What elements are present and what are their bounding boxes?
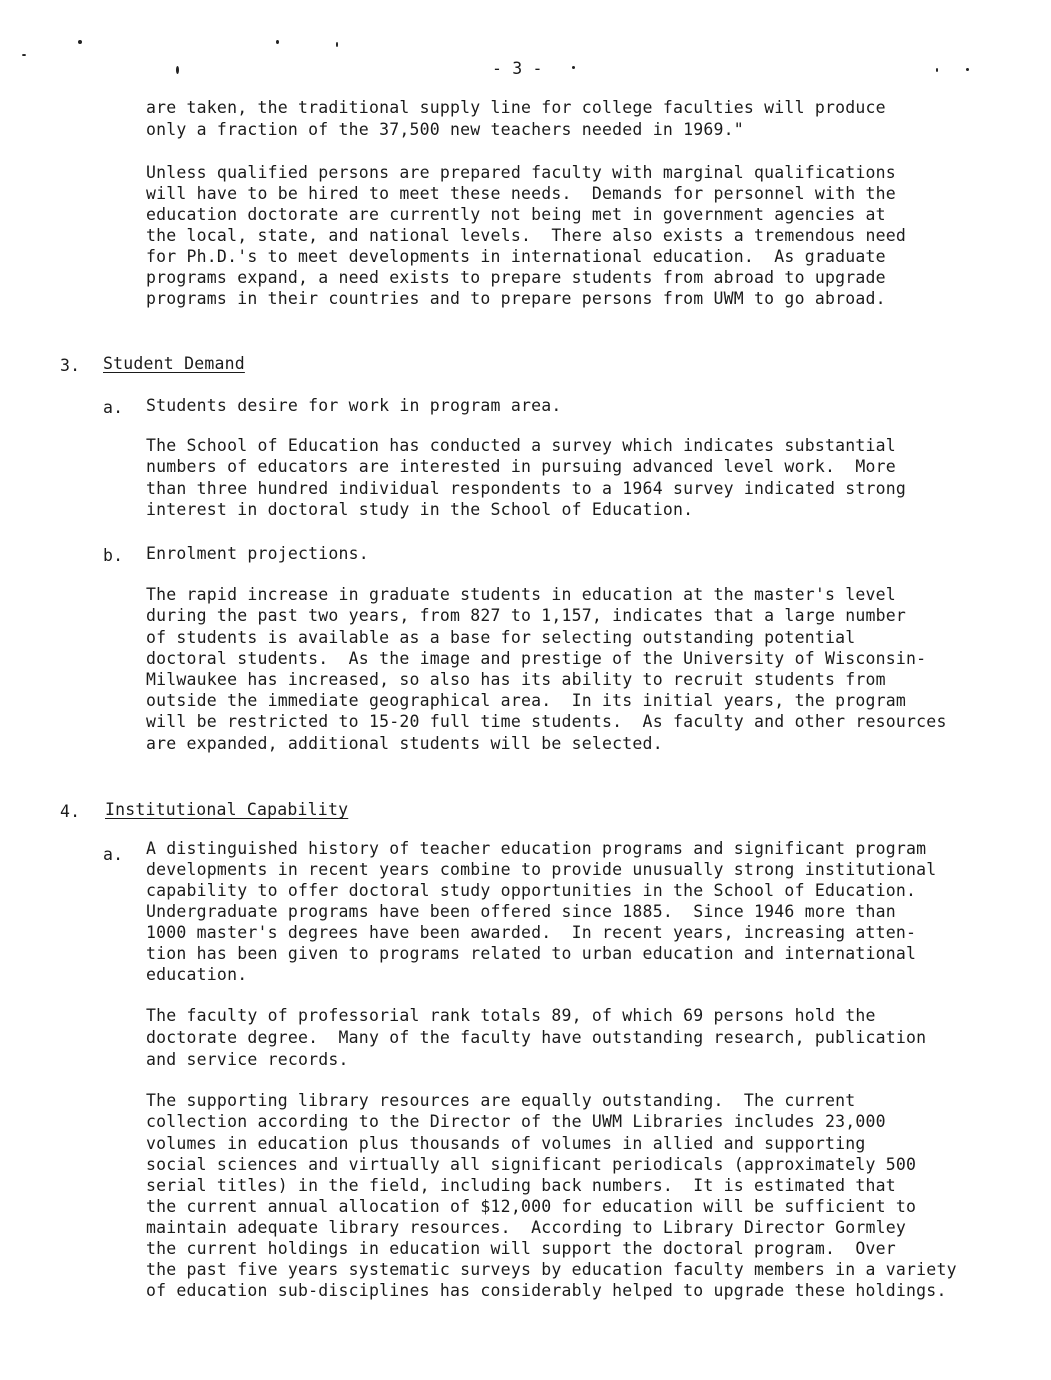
scan-speck <box>176 66 179 74</box>
paragraph-line: Milwaukee has increased, so also has its ability to recruit students from <box>146 670 886 689</box>
item-3b-label: Enrolment projections. <box>146 544 369 563</box>
scan-speck <box>78 40 82 44</box>
scan-speck <box>966 68 969 71</box>
paragraph-line: will be restricted to 15-20 full time students. As faculty and other resources <box>146 712 947 731</box>
paragraph-line: outside the immediate geographical area. In its initial years, the program <box>146 691 907 710</box>
paragraph-line: education doctorate are currently not being met in government agencies at <box>146 205 886 224</box>
paragraph-line: during the past two years, from 827 to 1,157, indicates that a large number <box>146 606 907 625</box>
continuation-line: are taken, the traditional supply line for college faculties will produce <box>146 98 886 117</box>
section-3-heading: Student Demand <box>103 354 245 373</box>
paragraph-line: collection according to the Director of the UWM Libraries includes 23,000 <box>146 1112 886 1131</box>
paragraph-line: serial titles) in the field, including back numbers. It is estimated that <box>146 1176 896 1195</box>
continuation-line: only a fraction of the 37,500 new teachers needed in 1969." <box>146 120 744 139</box>
paragraph-line: are expanded, additional students will be selected. <box>146 734 663 753</box>
paragraph-line: for Ph.D.'s to meet developments in international education. As graduate <box>146 247 886 266</box>
paragraph-line: Undergraduate programs have been offered since 1885. Since 1946 more than <box>146 902 896 921</box>
scan-speck <box>22 54 26 56</box>
paragraph-line: of education sub-disciplines has considerably helped to upgrade these holdings. <box>146 1281 947 1300</box>
section-3-number: 3. <box>60 356 81 375</box>
paragraph-line: The faculty of professorial rank totals 89, of which 69 persons hold the <box>146 1006 876 1025</box>
paragraph-line: programs expand, a need exists to prepare students from abroad to upgrade <box>146 268 886 287</box>
paragraph-line: the local, state, and national levels. There also exists a tremendous need <box>146 226 907 245</box>
paragraph-line: A distinguished history of teacher education programs and significant program <box>146 839 927 858</box>
paragraph-line: doctorate degree. Many of the faculty have outstanding research, publication <box>146 1028 927 1047</box>
paragraph-line: the current annual allocation of $12,000 for education will be sufficient to <box>146 1197 917 1216</box>
paragraph-line: numbers of educators are interested in pursuing advanced level work. More <box>146 457 896 476</box>
paragraph-line: will have to be hired to meet these needs. Demands for personnel with the <box>146 184 896 203</box>
paragraph-line: developments in recent years combine to provide unusually strong institutional <box>146 860 937 879</box>
paragraph-line: 1000 master's degrees have been awarded. In recent years, increasing atten- <box>146 923 917 942</box>
paragraph-line: the current holdings in education will support the doctoral program. Over <box>146 1239 896 1258</box>
scan-speck <box>336 42 338 47</box>
paragraph-line: The School of Education has conducted a survey which indicates substantial <box>146 436 896 455</box>
paragraph-line: social sciences and virtually all significant periodicals (approximately 500 <box>146 1155 917 1174</box>
paragraph-line: than three hundred individual respondents to a 1964 survey indicated strong <box>146 479 907 498</box>
paragraph-line: the past five years systematic surveys by education faculty members in a variety <box>146 1260 957 1279</box>
paragraph-line: The rapid increase in graduate students in education at the master's level <box>146 585 896 604</box>
item-3b-marker: b. <box>103 546 124 565</box>
paragraph-line: capability to offer doctoral study opportunities in the School of Education. <box>146 881 917 900</box>
item-4a-marker: a. <box>103 845 124 864</box>
scan-speck <box>276 40 279 44</box>
paragraph-line: of students is available as a base for selecting outstanding potential <box>146 628 856 647</box>
paragraph-line: education. <box>146 965 248 984</box>
paragraph-line: interest in doctoral study in the School of Education. <box>146 500 694 519</box>
scan-speck <box>936 68 938 72</box>
paragraph-line: doctoral students. As the image and prestige of the University of Wisconsin- <box>146 649 927 668</box>
scan-speck <box>572 66 575 69</box>
paragraph-line: maintain adequate library resources. According to Library Director Gormley <box>146 1218 907 1237</box>
paragraph-line: Unless qualified persons are prepared faculty with marginal qualifications <box>146 163 896 182</box>
paragraph-line: The supporting library resources are equally outstanding. The current <box>146 1091 856 1110</box>
item-3a-marker: a. <box>103 398 124 417</box>
paragraph-line: tion has been given to programs related to urban education and international <box>146 944 917 963</box>
section-4-heading: Institutional Capability <box>105 800 349 819</box>
page-number: - 3 - <box>492 59 543 78</box>
section-4-number: 4. <box>60 802 81 821</box>
paragraph-line: volumes in education plus thousands of volumes in allied and supporting <box>146 1134 866 1153</box>
item-3a-label: Students desire for work in program area. <box>146 396 562 415</box>
paragraph-line: programs in their countries and to prepare persons from UWM to go abroad. <box>146 289 886 308</box>
paragraph-line: and service records. <box>146 1050 349 1069</box>
